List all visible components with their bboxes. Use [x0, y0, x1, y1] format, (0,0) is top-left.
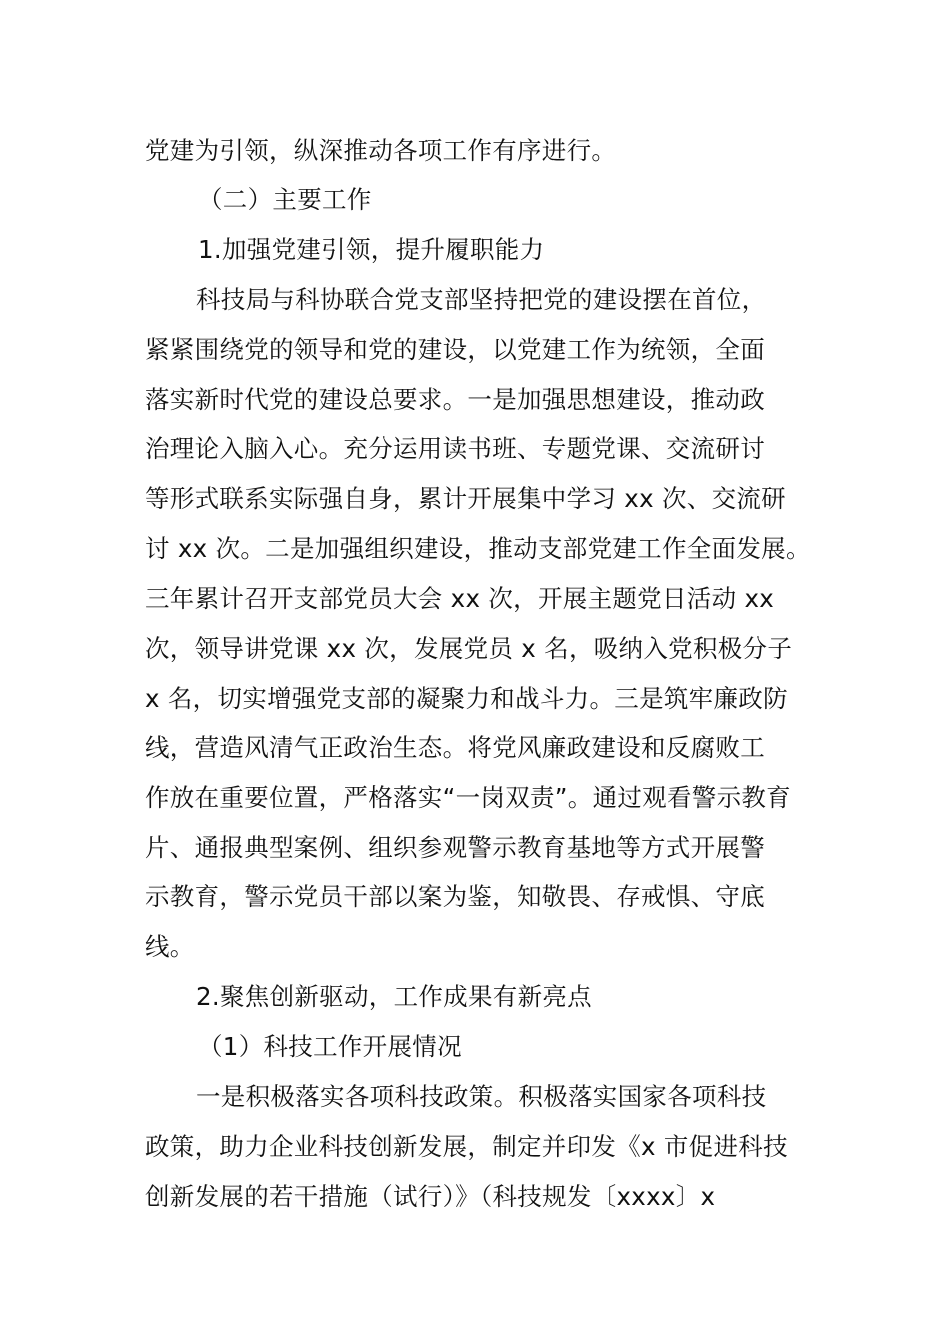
subsection-heading: 2.聚焦创新驱动，工作成果有新亮点	[196, 982, 592, 1011]
text-line: 等形式联系实际强自身，累计开展集中学习 xx 次、交流研	[145, 484, 786, 513]
text-line: 讨 xx 次。二是加强组织建设，推动支部党建工作全面发展。	[145, 534, 811, 563]
text-line: 三年累计召开支部党员大会 xx 次，开展主题党日活动 xx	[145, 584, 775, 613]
text-line: 治理论入脑入心。充分运用读书班、专题党课、交流研讨	[145, 434, 765, 463]
item-heading: （1）科技工作开展情况	[198, 1032, 462, 1061]
text-line: 科技局与科协联合党支部坚持把党的建设摆在首位，	[196, 285, 767, 314]
text-line: 政策，助力企业科技创新发展，制定并印发《x 市促进科技	[145, 1132, 788, 1161]
text-line: x 名，切实增强党支部的凝聚力和战斗力。三是筑牢廉政防	[145, 684, 788, 713]
section-heading: （二）主要工作	[198, 185, 372, 214]
text-line: 一是积极落实各项科技政策。积极落实国家各项科技	[196, 1082, 767, 1111]
text-line: 次，领导讲党课 xx 次，发展党员 x 名，吸纳入党积极分子	[145, 634, 793, 663]
text-line: 片、通报典型案例、组织参观警示教育基地等方式开展警	[145, 833, 765, 862]
text-line: 紧紧围绕党的领导和党的建设，以党建工作为统领，全面	[145, 335, 765, 364]
text-line: 作放在重要位置，严格落实“一岗双责”。通过观看警示教育	[145, 783, 791, 812]
text-line: 创新发展的若干措施（试行）》（科技规发〔xxxx〕x	[145, 1182, 716, 1211]
text-line: 线。	[145, 932, 195, 961]
text-line: 线，营造风清气正政治生态。将党风廉政建设和反腐败工	[145, 733, 765, 762]
subsection-heading: 1.加强党建引领，提升履职能力	[198, 235, 545, 264]
text-line: 示教育，警示党员干部以案为鉴，知敬畏、存戒惧、守底	[145, 882, 765, 911]
text-line: 党建为引领，纵深推动各项工作有序进行。	[145, 136, 617, 165]
text-line: 落实新时代党的建设总要求。一是加强思想建设，推动政	[145, 385, 765, 414]
